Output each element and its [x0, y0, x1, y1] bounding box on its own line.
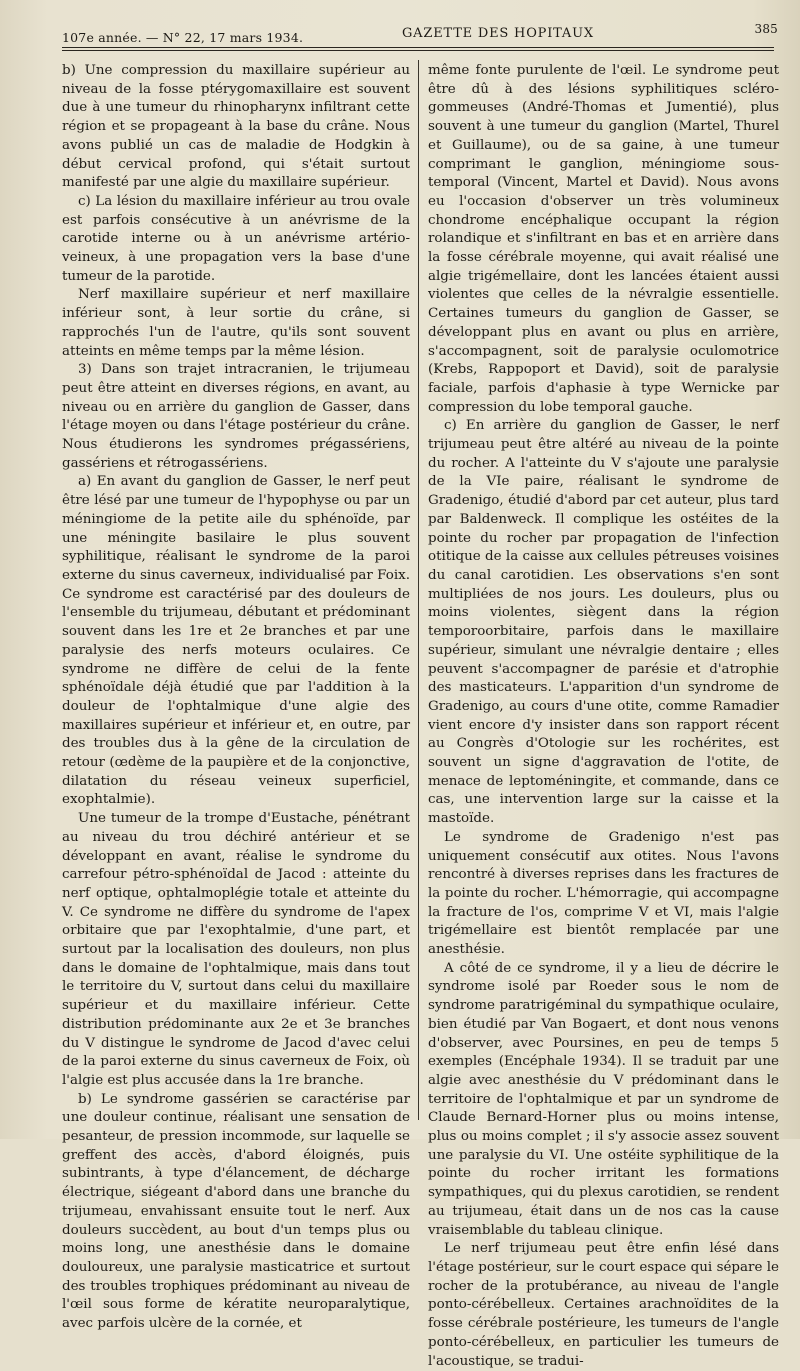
paragraph: c) En arrière du ganglion de Gasser, le nerf trijumeau peut être altéré au niveau de la pointe du rocher. A l'atteinte du V s'ajoute une paralysie de la VIe paire, réalisant le syndrome de Gradenigo, étudié d'abord par cet auteur, plus tard par Baldenweck. Il complique les ostéites de la pointe du rocher par propagation de l'infection otitique de la caisse aux cellules pétreuses voisines du canal carotidien. Les observations s'en sont multipliées de nos jours. Les douleurs, plus ou moins violentes, siègent dans la région temporoorbitaire, parfois dans le maxillaire supérieur, simulant une névralgie dentaire ; elles peuvent s'accompagner de parésie et d'atrophie des masticateurs. L'apparition d'un syndrome de Gradenigo, au cours d'une otite, comme Ramadier vient encore d'y insister dans son rapport récent au Congrès d'Otologie sur les rochérites, est souvent un signe d'aggravation de l'otite, de menace de leptoméningite, et commande, dans ce cas, une intervention large sur la caisse et la mastoïde. [428, 418, 779, 827]
paragraph: b) Le syndrome gassérien se caractérise par une douleur continue, réalisant une sensation de pesanteur, de pression incommode, sur laquelle se greffent des accès, d'abord éloignés, puis subintrants, à type d'élancement, de décharge électrique, siégeant d'abord dans une branche du trijumeau, envahissant ensuite tout le nerf. Aux douleurs succèdent, au bout d'un temps plus ou moins long, une anesthésie dans le domaine douloureux, une paralysie masticatrice et surtout des troubles trophiques prédominant au niveau de l'œil sous forme de kératite neuroparalytique, avec parfois ulcère de la cornée, et [62, 1091, 410, 1332]
page-number: 385 [754, 22, 778, 36]
paragraph: Une tumeur de la trompe d'Eustache, pénétrant au niveau du trou déchiré antérieur et se développant en avant, réalise le syndrome du carrefour pétro-sphénoïdal de Jacod : atteinte du nerf optique, ophtalmoplégie totale et atteinte du V. Ce syndrome ne diffère du syndrome de l'apex orbitaire que par l'exophtalmie, d'une part, et surtout par la localisation des douleurs, non plus dans le domaine de l'ophtalmique, mais dans tout le territoire du V, surtout dans celui du maxillaire supérieur et du maxillaire inférieur. Cette distribution prédominante aux 2e et 3e branches du V distingue le syndrome de Jacod d'avec celui de la paroi externe du sinus caverneux de Foix, où l'algie est plus accusée dans la 1re branche. [62, 811, 410, 1088]
header-rule [62, 47, 774, 51]
paragraph: a) En avant du ganglion de Gasser, le nerf peut être lésé par une tumeur de l'hypophyse ou par un méningiome de la petite aile du sphénoïde, par une méningite basilaire le plus souvent syphilitique, réalisant le syndrome de la paroi externe du sinus caverneux, individualisé par Foix. Ce syndrome est caractérisé par des douleurs de l'ensemble du trijumeau, débutant et prédominant souvent dans les 1re et 2e branches et par une paralysie des nerfs moteurs oculaires. Ce syndrome ne diffère de celui de la fente sphénoïdale déjà étudié que par l'addition à la douleur de l'ophtalmique d'une algie des maxillaires supérieur et inférieur et, en outre, par des troubles dus à la gêne de la circulation de retour (œdème de la paupière et de la conjonctive, dilatation du réseau veineux superficiel, exophtalmie). [62, 474, 410, 808]
paragraph: Nerf maxillaire supérieur et nerf maxillaire inférieur sont, à leur sortie du crâne, si rapprochés l'un de l'autre, qu'ils sont souvent atteints en même temps par la même lésion. [62, 287, 410, 359]
paragraph: même fonte purulente de l'œil. Le syndrome peut être dû à des lésions syphilitiques scléro-gommeuses (André-Thomas et Jumentié), plus souvent à une tumeur du ganglion (Martel, Thurel et Guillaume), ou de sa gaine, à une tumeur comprimant le ganglion, méningiome sous-temporal (Vincent, Martel et David). Nous avons eu l'occasion d'observer un très volumineux chondrome encéphalique occupant la région rolandique et s'infiltrant en bas et en arrière dans la fosse cérébrale moyenne, qui avait réalisé une algie trigémellaire, dont les lancées étaient aussi violentes que celles de la névralgie essentielle. Certaines tumeurs du ganglion de Gasser, se développant plus en avant ou plus en arrière, s'accompagnent, soit de paralysie oculomotrice (Krebs, Rappoport et David), soit de paralysie faciale, parfois d'aphasie à type Wernicke par compression du lobe temporal gauche. [428, 63, 779, 415]
paragraph: c) La lésion du maxillaire inférieur au trou ovale est parfois consécutive à un anévrisme de la carotide interne ou à un anévrisme artério-veineux, à une propagation vers la base d'une tumeur de la parotide. [62, 193, 410, 284]
journal-title: GAZETTE DES HOPITAUX [402, 26, 594, 41]
paragraph: 3) Dans son trajet intracranien, le trijumeau peut être atteint en diverses régions, en avant, au niveau ou en arrière du ganglion de Gasser, dans l'étage moyen ou dans l'étage postérieur du crâne. Nous étudierons les syndromes prégassériens, gassériens et rétrogassériens. [62, 362, 410, 471]
paragraph: A côté de ce syndrome, il y a lieu de décrire le syndrome isolé par Roeder sous le nom de syndrome paratrigéminal du sympathique oculaire, bien étudié par Van Bogaert, et dont nous venons d'observer, avec Poursines, en peu de temps 5 exemples (Encéphale 1934). Il se traduit par une algie avec anesthésie du V prédominant dans le territoire de l'ophtalmique et par un syndrome de Claude Bernard-Horner plus ou moins intense, plus ou moins complet ; il s'y associe assez souvent une paralysie du VI. Une ostéite syphilitique de la pointe du rocher irritant les formations sympathiques, qui du plexus carotidien, se rendent au trijumeau, était dans un de nos cas la cause vraisemblable du tableau clinique. [428, 960, 779, 1238]
paragraph: b) Une compression du maxillaire supérieur au niveau de la fosse ptérygomaxillaire est souvent due à une tumeur du rhinopharynx infiltrant cette région et se propageant à la base du crâne. Nous avons publié un cas de maladie de Hodgkin à début cervical profond, qui s'était surtout manifesté par une algie du maxillaire supérieur. [62, 63, 410, 191]
page-header [62, 22, 778, 44]
left-column [62, 62, 410, 1334]
right-column [428, 62, 779, 1371]
paragraph: Le syndrome de Gradenigo n'est pas uniquement consécutif aux otites. Nous l'avons rencontré à diverses reprises dans les fractures de la pointe du rocher. L'hémorragie, qui accompagne la fracture de l'os, comprime V et VI, mais l'algie trigémellaire est bientôt remplacée par une anesthésie. [428, 829, 779, 958]
column-divider [418, 60, 419, 1120]
paragraph: Le nerf trijumeau peut être enfin lésé dans l'étage postérieur, sur le court espace qui sépare le rocher de la protubérance, au niveau de l'angle ponto-cérébelleux. Certaines arachnoïdites de la fosse cérébrale postérieure, les tumeurs de l'angle ponto-cérébelleux, en particulier les tumeurs de l'acoustique, se tradui- [428, 1241, 779, 1369]
issue-info: 107e année. — N° 22, 17 mars 1934. [62, 30, 304, 45]
